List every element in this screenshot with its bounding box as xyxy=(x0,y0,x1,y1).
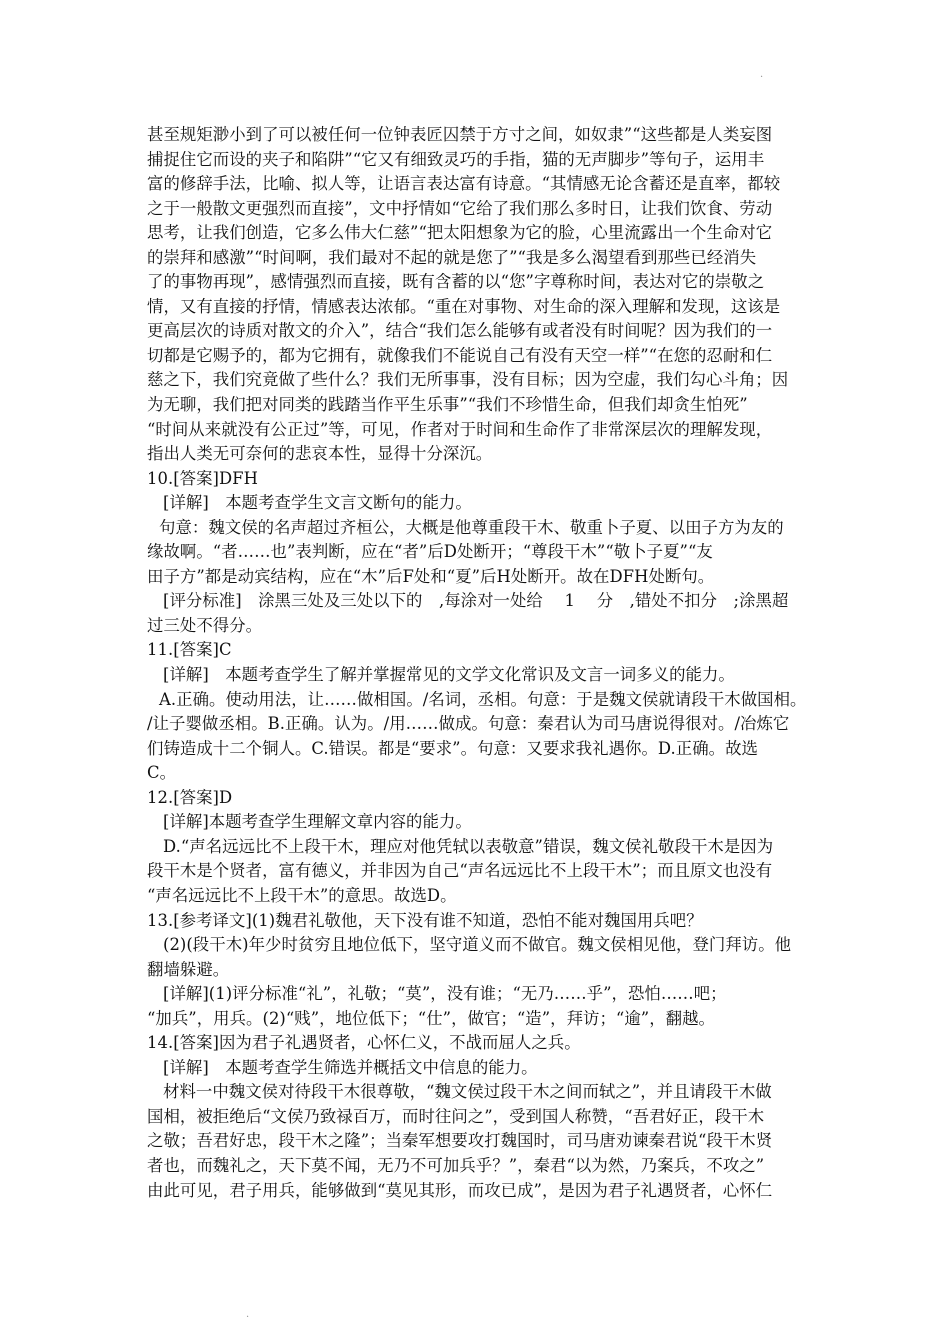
text-line: 14.[答案]因为君子礼遇贤者，心怀仁义，不战而屈人之兵。 xyxy=(147,1033,581,1053)
text-line: 指出人类无可奈何的悲哀本性，显得十分深沉。 xyxy=(147,444,493,464)
text-line: 捕捉住它而设的夹子和陷阱”“它又有细致灵巧的手指，猫的无声脚步”等句子，运用丰 xyxy=(147,149,765,169)
text-line: 11.[答案]C xyxy=(147,640,232,660)
text-line: [评分标准] 涂黑三处及三处以下的 ,每涂对一处给 1 分 ,错处不扣分 ;涂黑超 xyxy=(163,591,789,611)
text-line: 缘故啊。“者……也”表判断，应在“者”后D处断开；“尊段干木”“敬卜子夏”“友 xyxy=(147,542,713,562)
text-line: “加兵”，用兵。(2)“贱”，地位低下；“仕”，做官；“造”，拜访；“逾”，翻越。 xyxy=(147,1008,715,1028)
page-mark: · xyxy=(760,72,764,83)
text-line: 了的事物再现”，感情强烈而直接，既有含蓄的以“您”字尊称时间，表达对它的崇敬之 xyxy=(147,272,765,292)
text-line: 田子方”都是动宾结构，应在“木”后F处和“夏”后H处断开。故在DFH处断句。 xyxy=(147,566,715,586)
text-line: 翻墙躲避。 xyxy=(147,959,230,979)
text-line: “声名远远比不上段干木”的意思。故选D。 xyxy=(147,885,457,905)
text-line: 句意：魏文侯的名声超过齐桓公，大概是他尊重段干木、敬重卜子夏、以田子方为友的 xyxy=(159,517,784,537)
text-line: A.正确。使动用法，让……做相国。/名词，丞相。句意：于是魏文侯就请段干木做国相。 xyxy=(159,689,807,709)
text-line: 切都是它赐予的，都为它拥有，就像我们不能说自己有没有天空一样”“在您的忍耐和仁 xyxy=(147,345,773,365)
text-line: 者也，而魏礼之，天下莫不闻，无乃不可加兵乎？”，秦君“以为然，乃案兵，不攻之” xyxy=(147,1155,765,1175)
text-line: 之敬；吾君好忠，段干木之隆”；当秦军想要攻打魏国时，司马唐劝谏秦君说“段干木贤 xyxy=(147,1131,773,1151)
text-line: [详解] 本题考查学生文言文断句的能力。 xyxy=(163,493,472,513)
text-line: 由此可见，君子用兵，能够做到“莫见其形，而攻已成”，是因为君子礼遇贤者，心怀仁 xyxy=(147,1180,773,1200)
text-line: 们铸造成十二个铜人。C.错误。都是“要求”。句意：又要求我礼遇你。D.正确。故选 xyxy=(147,738,758,758)
text-line: 12.[答案]D xyxy=(147,787,233,807)
text-line: 10.[答案]DFH xyxy=(147,468,258,488)
text-line: C。 xyxy=(147,763,177,783)
text-line: 甚至规矩渺小到了可以被任何一位钟表匠囚禁于方寸之间，如奴隶”“这些都是人类妄图 xyxy=(147,125,773,144)
text-line: 13.[参考译文](1)魏君礼敬他，天下没有谁不知道，恐怕不能对魏国用兵吧？ xyxy=(147,910,703,930)
text-line: 为无聊，我们把对同类的践踏当作平生乐事”“我们不珍惜生命，但我们却贪生怕死” xyxy=(147,395,748,415)
text-line: [详解] 本题考查学生筛选并概括文中信息的能力。 xyxy=(163,1057,538,1077)
text-line: 的崇拜和感激”“时间啊，我们最对不起的就是您了”“我是多么渴望看到那些已经消失 xyxy=(147,247,757,267)
text-line: 段干木是个贤者，富有德义，并非因为自己“声名远远比不上段干木”；而且原文也没有 xyxy=(147,861,773,881)
text-line: 情，又有直接的抒情，情感表达浓郁。“重在对事物、对生命的深入理解和发现，这该是 xyxy=(147,296,781,316)
text-line: 之于一般散文更强烈而直接”，文中抒情如“它给了我们那么多时日，让我们饮食、劳动 xyxy=(147,198,773,218)
text-line: 材料一中魏文侯对待段干木很尊敬，“魏文侯过段干木之间而轼之”，并且请段干木做 xyxy=(163,1082,772,1102)
text-line: [详解]本题考查学生理解文章内容的能力。 xyxy=(163,812,472,832)
text-line: 国相，被拒绝后“文侯乃致禄百万，而时往问之”，受到国人称赞，“吾君好正，段干木 xyxy=(147,1106,765,1126)
text-line: D.“声名远远比不上段干木，理应对他凭轼以表敬意”错误，魏文侯礼敬段干木是因为 xyxy=(163,836,774,856)
text-line: 更高层次的诗质对散文的介入”，结合“我们怎么能够有或者没有时间呢？因为我们的一 xyxy=(147,321,773,341)
document-body xyxy=(147,123,811,1203)
text-line: “时间从来就没有公正过”等，可见，作者对于时间和生命作了非常深层次的理解发现， xyxy=(147,419,773,439)
text-line: 过三处不得分。 xyxy=(147,615,263,635)
text-line: [详解](1)评分标准“礼”，礼敬；“莫”，没有谁；“无乃……乎”，恐怕……吧； xyxy=(163,984,727,1004)
text-line: [详解] 本题考查学生了解并掌握常见的文学文化常识及文言一词多义的能力。 xyxy=(163,665,735,685)
text-line: 慈之下，我们究竟做了些什么？我们无所事事，没有目标；因为空虚，我们勾心斗角；因 xyxy=(147,370,789,390)
text-line: 富的修辞手法，比喻、拟人等，让语言表达富有诗意。“其情感无论含蓄还是直率，都较 xyxy=(147,174,781,194)
text-line: (2)(段干木)年少时贫穷且地位低下，坚守道义而不做官。魏文侯相见他，登门拜访。他 xyxy=(163,935,792,955)
page-mark: · xyxy=(246,1312,250,1323)
text-line: /让子婴做丞相。B.正确。认为。/用……做成。句意：秦君认为司马唐说得很对。/冶炼它 xyxy=(147,714,790,734)
text-line: 思考，让我们创造，它多么伟大仁慈”“把太阳想象为它的脸，心里流露出一个生命对它 xyxy=(147,223,773,243)
